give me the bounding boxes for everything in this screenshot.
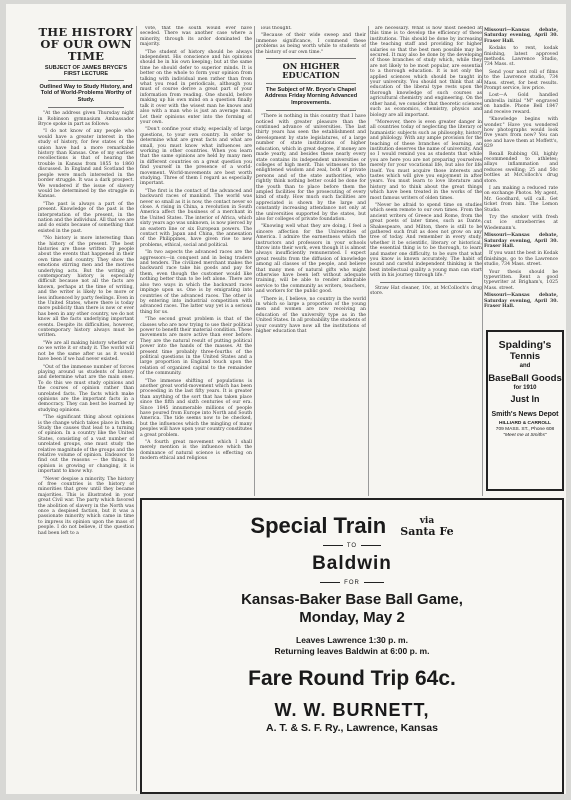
article-headline: THE HISTORY OF OUR OWN TIME (38, 26, 134, 63)
ad-year: for 1910 (513, 385, 537, 391)
column-history-article (38, 26, 134, 786)
classified-notice: "Knowledge begins with wonder." Have you wondered how photographs would look five years from now? You can see and have them at Moffett's, 829 (484, 117, 558, 150)
ad-product: Tennis (509, 351, 541, 362)
article-paragraph: "There is, I believe, no country in the world in which so large a proportion of the young men and women are now receiving an education of the university type as in the United States. In all probability the students of your country have now all the institutions of higher education that (256, 296, 366, 335)
column-classifieds (484, 26, 558, 361)
divider (266, 83, 356, 84)
ad-title-text: Special Train (250, 513, 387, 538)
ad-for: FOR (344, 580, 360, 587)
ad-conjunction: and (519, 363, 531, 369)
article-paragraph: "Out of the immense number of forces playing around us students of history and determine what are the main ones. To do this we must study opinions and the courses of opinion rather than unrelated facts. The facts which make opinions are the important facts in a democracy. They can best be learned by studying opinions. (38, 364, 134, 413)
column-rule (482, 26, 483, 496)
divider (380, 282, 472, 283)
ad-callout: Just In (510, 394, 540, 404)
article-deck: Outlined Way to Study History, and Told of World-Problems Worthy of Study. (39, 84, 133, 103)
ad-product: BaseBall Goods (488, 373, 562, 384)
ad-via: via (419, 516, 435, 527)
spalding-advertisement (486, 330, 564, 491)
classified-notice: Send your next roll of films to the Lawrence studio, 734 Mass. street, for best results. Prompt service, low price. (484, 69, 558, 92)
ad-for-line (142, 579, 562, 587)
column-history-continued (140, 26, 252, 516)
classified-notice: Your thesis should be typewritten. Rent a good typewriter at Brigham's, 1025 Mass. street. (484, 269, 558, 291)
article-paragraph: "Moreover, there is even greater danger in all countries today of neglecting the literary or humanistic subjects such as philosophy, history and philology. With any ample provision for the teaching of these branches of learning, an institution deserves the name of university. And so I would remind you as students that while you are here you are not preparing yourselves merely for your vocational life, but also for life itself. You must acquire those interests and tastes which will give you enjoyment in after years. You must learn to love literature and history and to think about the great things which have been treated in the works of the most famous writers of olden times. (370, 119, 482, 201)
ad-departure: Leaves Lawrence 1:30 p. m. (296, 635, 408, 646)
article-paragraph: "The past is always a part of the present. Knowledge of the past is the interpretation of the present, in the nation and the individual. All that we are and do exists because of something that existed in the past. (38, 201, 134, 234)
ad-to-line (142, 542, 562, 550)
classified-notice: Lost—A Gold handled umbrella initial "M" engraved on handle. Phone Bell 1847 and receive reward. (484, 93, 558, 115)
article-paragraph: "I do not know of any people who would have a greater interest in the study of history, for few states of the union have had a more remarkable history than Kansas. One of my earliest recollections is that of hearing the trouble in Kansas from 1855 to 1860 discussed. In England and Scotland the people were much interested in the border struggle. It was a dark prospect. We wondered if the issue of slavery would be determined by the struggle in Kansas. (38, 129, 134, 200)
article-paragraph: "The student of history should be always independent. His conscience and his opinions should be in his own keeping; but at the same time he should defer to superior minds. It is better on the whole to form your opinion from talking with individual men rather than from what you read in periodicals, although you must of course derive a great part of your information from reading. One should, before making up his own mind on a question finally talk it over with the wisest man he knows and also with a man who is just an average man. Let their opinions enter into the forming of your own. (140, 49, 252, 125)
ad-slogan: "Meet me at Smiths" (503, 432, 547, 438)
ad-owners: HILLIARD & CARROLL (499, 420, 551, 426)
ad-destination: Baldwin (312, 553, 392, 575)
column-rule (136, 26, 137, 791)
special-train-advertisement (140, 498, 564, 794)
ad-fare: Fare Round Trip 64c. (248, 667, 456, 691)
article-paragraph: "Never despise a minority. The history of free countries is the history of minorities that grew until they became majorities. This is illustrated in your great Civil war. The party which favored the abolition of slavery in the North was once a despised faction, but it was a passionate minority which came in time to impress its opinion upon the mass of people. I do not believe, if the question had been left to a (38, 476, 134, 536)
classified-notice: Missouri—Kansas debate, Saturday evening, April 30. Fraser Hall. (484, 233, 558, 250)
classified-notice: I am making a reduced rate on exchange Photos. My agent, Mr. Goodhard, will call. Get ticket from him. The Lemon Studio. (484, 185, 558, 213)
divider (266, 110, 356, 111)
article-paragraph: "There is nothing in this country that I have noticed with greater pleasure than the continued advance of universities. The last thirty years has seen the establishment and development by state legislatures, of a large number of state institutions of higher education, which in great degree, if money are made yearly, and besides these nearly every state contains its independent universities or colleges of high merit. This witnesses to the enlightened wisdom and zeal, both of private persons and of the state authorities, who rightly think nothing better could be done for the youth than to place before them the ampled facilities for the prosecuting of every kind of study. How much such facilities are appreciated is shown by the large and constantly increasing attendance not only at the universities supported by the states, but also for colleges of private foundation. (256, 114, 366, 222)
classified-notice: Try the smoker with fresh cut ice strawberries at Wiedemann's. (484, 215, 558, 231)
article-paragraph: vote, that the south would ever have seceded. There was another case where a minority, through its ardor dominated the majority. (140, 26, 252, 48)
classified-notice: Rexall Rubbing Oil, highly recommended to athletes; allays inflammation and reduces swelling; 25 and 50c bottles at McColloch's drug store. (484, 151, 558, 184)
classified-notice: If you want the best in Kodak finishings, go to the Lawrence studio, 734 Mass. street. (484, 251, 558, 268)
article-paragraph: "We are all making history whether or no we write it or study it. The world will not be the same after us as it would have been if we had never existed. (38, 340, 134, 363)
classified-notice: Missouri—Kansas debate, Saturday evening, April 30. Fraser Hall. (484, 293, 558, 310)
ad-store-name: Smith's News Depot (491, 411, 559, 418)
classified-notice: Kodaks to rent, kodak finishing, latest approved methods. Lawrence Studio, 734 Mass. st. (484, 46, 558, 68)
ad-title (142, 514, 562, 538)
ad-date: Monday, May 2 (299, 609, 405, 627)
article-paragraph: "Never be afraid to spend time on studies which seem remote to our own times. From the ancient writers of Greece and Rome, from the great poets of later times, such as Dante, Shakespeare, and Milton, there is still to be gathered such fruit as does not grow on any tree of today. And remember in every study, whether it be scientific, literary or historical, the essential thing is to be thorough, to learn and master one difficulty, to be sure that what you know is known accurately. The habit of sound and careful independent thinking is the best intellectual quality a young man can start with in his journey through life." (370, 203, 482, 279)
column-education-continued (370, 26, 482, 516)
classified-notice: Straw Hat cleaner, 10c, at McColloch's drug store. (370, 285, 482, 297)
ad-agent-name: W. W. BURNETT, (274, 700, 430, 721)
ad-railroad: Santa Fe (400, 525, 454, 539)
article-paragraph: "The immense shifting of populations is another great world-movement which has been proceeding in the last fifty years. It is greater than anything of the sort that has taken place since the fifth and sixth centuries of our era. Since 1845 innumerable millions of people have poured from Europe into North and South America. The tide seems now to be checked, but the influences which the mingling of many peoples will have upon your country constitutes a great problem. (140, 378, 252, 438)
article-paragraph: ious thought. (261, 26, 292, 31)
ad-event: Kansas-Baker Base Ball Game, (241, 591, 463, 609)
ad-return: Returning leaves Baldwin at 6:00 p. m. (274, 646, 430, 657)
article-paragraph: are necessary. What is now most needed at this time is to develop the efficiency of these institutions. This should be done by increasing the teaching staff and providing for higher salaries so that the best men possible may be secured. It may also be done by the developing of those branches of study which, while they are not likely to be most popular, are essential to a thorough education. It is not only the applied sciences which should be taught in your university. You should not think that all education of the liberal type rests upon the thorough knowledge of such courses as agricultural chemistry and engineering. On the other hand, we consider that theoretic sciences such as economics, chemistry, physics and biology are all important. (370, 26, 482, 118)
article-paragraph: "Knowing well what they are doing, I feel a sincere affection for the Universities of America. I admire the earnestness which the instructors and professors in your schools throw into their work, even though it is almost always insufficiently remunerated. I expect great results from the diffusion of knowledge among all classes of the people, and believe that many men of natural gifts who might otherwise have been left without adequate training, will be able to render admirable service to the community as writers, teachers, and workers for the public good. (256, 224, 366, 295)
divider (48, 80, 124, 81)
article-paragraph: "No history is more interesting than the history of the present. The best histories are those written by people about the events that happened in their own time and country. They show the emotions stirring men and the motives underlying acts. But the writing of contemporary history is especially difficult because not all the facts are known, perhaps at the time of writing, and the writer is likely to be more or less influenced by party feelings. Even in the United States, where there is today more publicity than there is now or ever has been in any other country, we do not know all the facts underlying important events. Despite its difficulties, however, contemporary history always must be written. (38, 236, 134, 339)
divider (48, 107, 124, 108)
article-paragraph: "Because of their wide sweep and their immense significance, I commend these problems as being worth while to students of the history of our own time." (256, 33, 366, 55)
ad-brand: Spalding's (498, 339, 552, 351)
column-rule (254, 26, 255, 496)
article-subhead: SUBJECT OF JAMES BRYCE'S FIRST LECTURE (44, 65, 128, 77)
article-paragraph: "A fourth great movement which I shall merely mention is the influence which the dominance of natural science is effecting on modern ethical and religious (140, 440, 252, 462)
article-paragraph: "In two aspects the advanced races are the aggressors—in conquest and in being traders and tenders. The civilized merchant makes the backward race take his goods and pay for them, even though the customer would like nothing better than to be left alone. There are also two ways in which the backward races impinge upon us. One is by emigrating into countries of the advanced races. The other is by entering into industrial competition with advanced races. The latter way yet is a serious thing for us. (140, 250, 252, 315)
divider (266, 58, 356, 59)
article-paragraph: "At the address given Thursday night in Robinson gymnasium Ambassador Bryce spoke in part as follows: (38, 111, 134, 128)
ad-route (400, 516, 453, 538)
article-deck: The Subject of Mr. Bryce's Chapel Address Friday Morning Advanced Improvements. (264, 87, 358, 106)
ad-address: 709 MASS. ST., Phone 608 (495, 426, 555, 432)
article-paragraph: "The second great problem is that of the classes who are now trying to use their political power to benefit their material condition. These movements are more active than ever before. They are the natural result of putting political power into the hands of the masses. At the present time probably three-fourths of the political questions in the United States and a large proportion in England touch upon the relation of organized capital to the remainder of the community. (140, 317, 252, 377)
classified-notice: Missouri—Kansas debate, Saturday evening, April 30. Fraser Hall. (484, 28, 558, 44)
article-paragraph: "Don't confine your study, especially of large questions, to your own country. In order to determine what are great facts and what are small, you must know what influences are working in other countries. When you learn that the same opinions are held by many men in different countries on a great question you find yourself in the presence of a world-movement. World-movements are best worth studying. Three of them I regard as especially important. (140, 127, 252, 187)
ad-agent-info: A. T. & S. F. Ry., Lawrence, Kansas (266, 722, 438, 735)
article-paragraph: "The first is the contact of the advanced and backward races of mankind. The world was never so small as it is now, the contact never so close. A rising in China, a revolution in South America affect the business of a merchant in the United States. The interior of Africa, which sixty years ago was unknown, is now pierced by an eastern line or six European powers. The contact with Japan and China, the annexation of the Philippines, have given rise to new problems, ethical, social and political. (140, 188, 252, 248)
ad-to: TO (346, 543, 358, 550)
column-rule (368, 26, 369, 496)
column-higher-education (256, 26, 366, 516)
article-headline: ON HIGHER EDUCATION (282, 61, 340, 81)
article-paragraph: "The significant thing about opinions is the change which takes place in them. Study the causes that lead to a turning of opinion. In a country like the United States, consisting of a vast number of unrelated groups, one must study the relative magnitude of the groups and the relative volume of opinion. Endeavor to find out the reasons — the things. If opinion is growing or changing, it is important to know why. (38, 415, 134, 475)
newspaper-page (6, 4, 566, 794)
